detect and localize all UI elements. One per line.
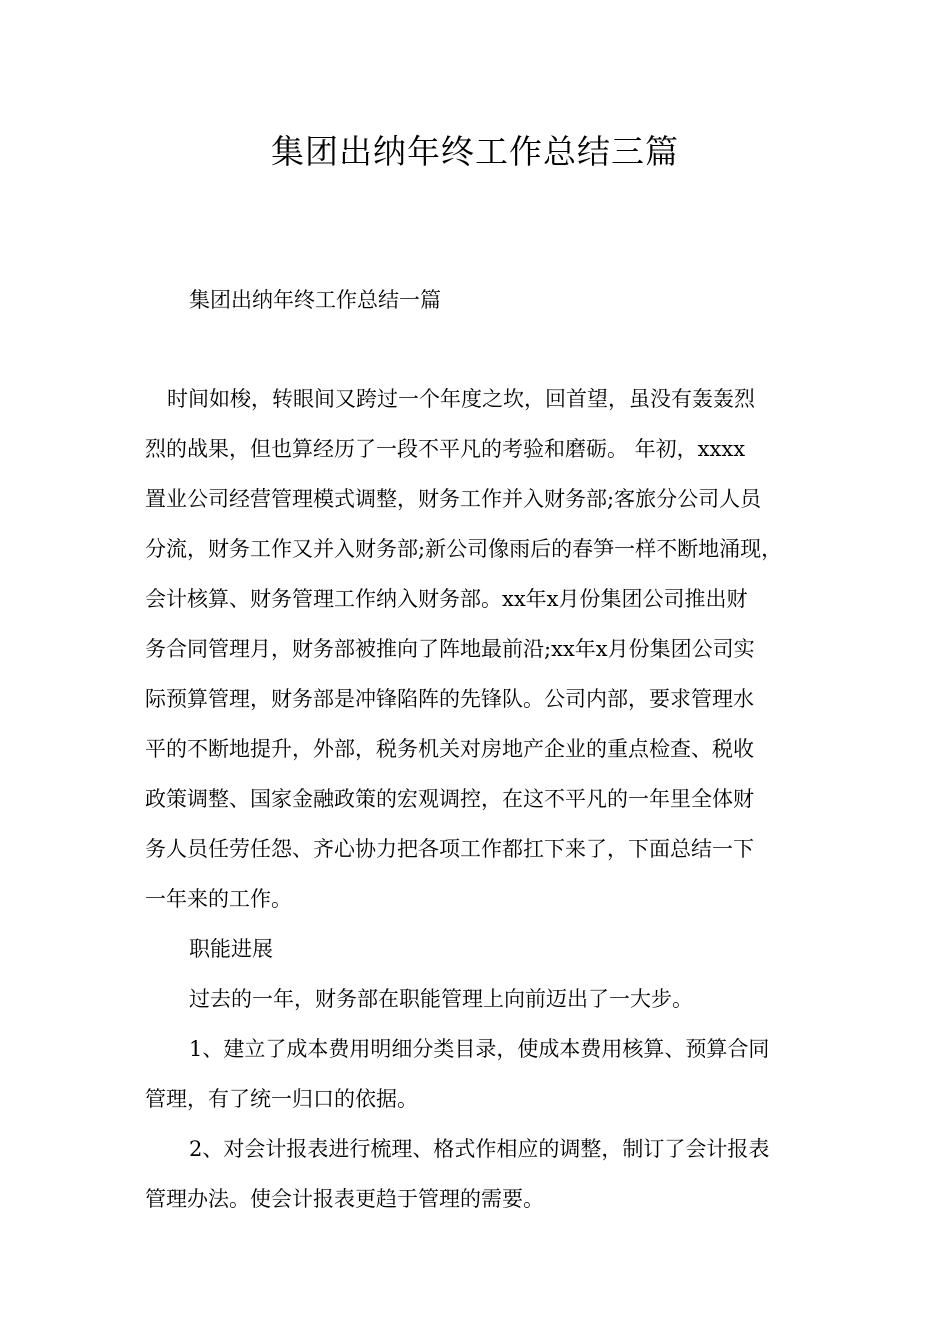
body-line: 时间如梭，转眼间又跨过一个年度之坎，回首望，虽没有轰轰烈 — [167, 387, 755, 411]
body-line: 务合同管理月，财务部被推向了阵地最前沿;xx年x月份集团公司实 — [145, 637, 755, 661]
body-line: 一年来的工作。 — [145, 887, 292, 911]
body-line: 置业公司经营管理模式调整，财务工作并入财务部;客旅分公司人员 — [145, 487, 762, 511]
body-line: 分流，财务工作又并入财务部;新公司像雨后的春笋一样不断地涌现， — [145, 537, 783, 561]
body-line: 过去的一年，财务部在职能管理上向前迈出了一大步。 — [189, 987, 693, 1011]
body-line: 管理办法。使会计报表更趋于管理的需要。 — [145, 1187, 544, 1211]
list-item: 2、对会计报表进行梳理、格式作相应的调整，制订了会计报表 — [189, 1137, 770, 1161]
body-line: 管理，有了统一归口的依据。 — [145, 1087, 418, 1111]
document-title: 集团出纳年终工作总结三篇 — [271, 132, 679, 171]
body-line: 会计核算、财务管理工作纳入财务部。xx年x月份集团公司推出财 — [145, 587, 748, 611]
body-line: 烈的战果，但也算经历了一段不平凡的考验和磨砺。 年初，xxxx — [145, 437, 746, 461]
document-body — [145, 382, 815, 1232]
body-line: 政策调整、国家金融政策的宏观调控，在这不平凡的一年里全体财 — [145, 787, 754, 811]
body-line: 平的不断地提升，外部，税务机关对房地产企业的重点检查、税收 — [145, 737, 754, 761]
body-line: 际预算管理，财务部是冲锋陷阵的先锋队。公司内部，要求管理水 — [145, 687, 754, 711]
section-subtitle: 集团出纳年终工作总结一篇 — [189, 288, 441, 312]
section-heading: 职能进展 — [189, 937, 273, 961]
list-item: 1、建立了成本费用明细分类目录，使成本费用核算、预算合同 — [189, 1037, 770, 1061]
body-line: 务人员任劳任怨、齐心协力把各项工作都扛下来了，下面总结一下 — [145, 837, 754, 861]
